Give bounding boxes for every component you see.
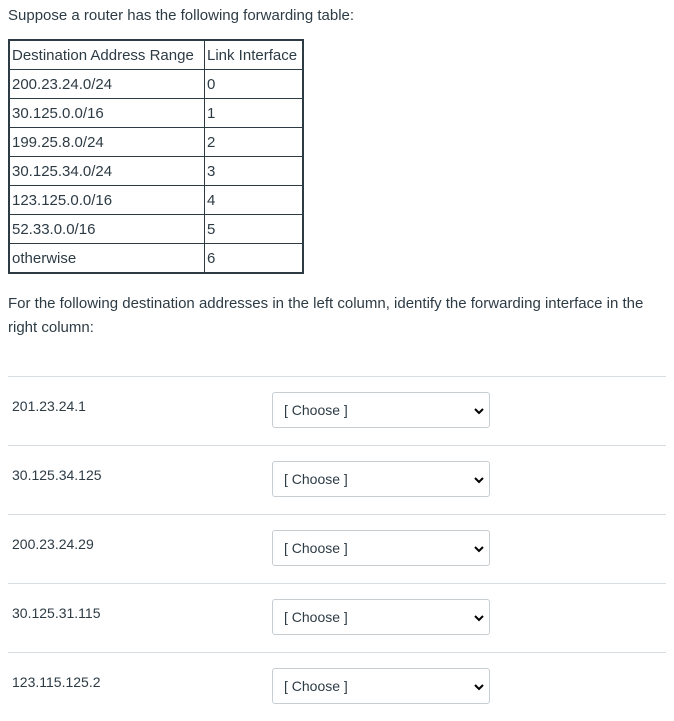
cell-range: 52.33.0.0/16 (9, 215, 205, 244)
cell-range: otherwise (9, 244, 205, 274)
answer-row (8, 583, 666, 652)
table-row (9, 244, 303, 274)
table-row (9, 128, 303, 157)
table-row (9, 70, 303, 99)
answer-row (8, 445, 666, 514)
interface-select[interactable] (272, 599, 490, 635)
table-row (9, 99, 303, 128)
table-header-row (9, 40, 303, 70)
answer-row (8, 376, 666, 445)
interface-select[interactable] (272, 668, 490, 704)
answer-list (8, 376, 666, 721)
select-value: [ Choose ] (284, 609, 348, 625)
header-destination-range: Destination Address Range (9, 40, 205, 70)
cell-range: 123.125.0.0/16 (9, 186, 205, 215)
intro-text: Suppose a router has the following forwarding table: (8, 7, 355, 24)
answer-row (8, 514, 666, 583)
answer-row (8, 652, 666, 721)
destination-address: 201.23.24.1 (12, 398, 86, 414)
chevron-down-icon (473, 474, 485, 486)
cell-range: 200.23.24.0/24 (9, 70, 205, 99)
destination-address: 123.115.125.2 (12, 674, 101, 690)
cell-interface: 3 (205, 157, 304, 186)
chevron-down-icon (473, 681, 485, 693)
interface-select[interactable] (272, 530, 490, 566)
cell-interface: 1 (205, 99, 304, 128)
interface-select[interactable] (272, 392, 490, 428)
cell-range: 199.25.8.0/24 (9, 128, 205, 157)
cell-interface: 4 (205, 186, 304, 215)
chevron-down-icon (473, 405, 485, 417)
cell-interface: 0 (205, 70, 304, 99)
header-link-interface: Link Interface (205, 40, 304, 70)
cell-range: 30.125.0.0/16 (9, 99, 205, 128)
chevron-down-icon (473, 612, 485, 624)
select-value: [ Choose ] (284, 678, 348, 694)
chevron-down-icon (473, 543, 485, 555)
destination-address: 30.125.31.115 (12, 605, 101, 621)
cell-interface: 6 (205, 244, 304, 274)
destination-address: 200.23.24.29 (12, 536, 94, 552)
select-value: [ Choose ] (284, 471, 348, 487)
select-value: [ Choose ] (284, 402, 348, 418)
cell-interface: 5 (205, 215, 304, 244)
interface-select[interactable] (272, 461, 490, 497)
cell-range: 30.125.34.0/24 (9, 157, 205, 186)
table-row (9, 157, 303, 186)
select-value: [ Choose ] (284, 540, 348, 556)
destination-address: 30.125.34.125 (12, 467, 102, 483)
forwarding-table (8, 39, 304, 274)
question-text: For the following destination addresses in the left column, identify the forwarding interface in the right column: (8, 295, 644, 336)
table-row (9, 186, 303, 215)
cell-interface: 2 (205, 128, 304, 157)
table-row (9, 215, 303, 244)
